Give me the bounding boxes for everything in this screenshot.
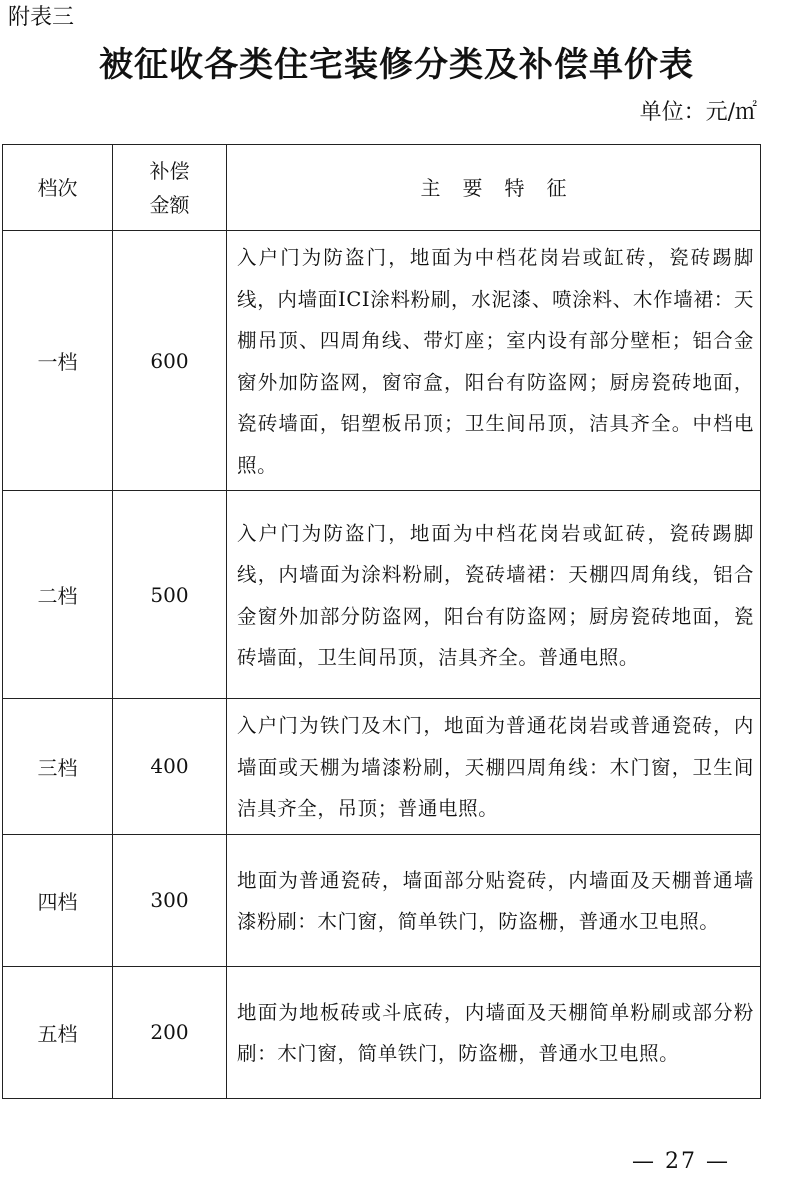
grade-cell: 二档 (3, 491, 113, 699)
document-title: 被征收各类住宅装修分类及补偿单价表 (99, 45, 694, 85)
header-amount-line1: 补偿 (149, 158, 190, 183)
table-row (3, 491, 761, 699)
amount-cell: 600 (113, 231, 227, 491)
annex-label: 附表三 (8, 5, 75, 30)
amount-cell: 200 (113, 966, 227, 1098)
header-amount (113, 145, 227, 231)
amount-cell: 400 (113, 699, 227, 835)
grade-cell: 四档 (3, 834, 113, 966)
compensation-table (2, 144, 761, 1099)
page-number: — 27 — (632, 1149, 730, 1174)
table-row (3, 231, 761, 491)
grade-cell: 五档 (3, 966, 113, 1098)
table-row (3, 966, 761, 1098)
unit-label: 单位：元/㎡ (639, 100, 757, 125)
amount-cell: 500 (113, 491, 227, 699)
features-cell: 地面为普通瓷砖，墙面部分贴瓷砖，内墙面及天棚普通墙漆粉刷：木门窗，简单铁门，防盗栅，普通水卫电照。 (227, 834, 761, 966)
features-cell: 入户门为防盗门，地面为中档花岗岩或缸砖，瓷砖踢脚线，内墙面ICI涂料粉刷，水泥漆、喷涂料、木作墙裙：天棚吊顶、四周角线、带灯座；室内设有部分壁柜；铝合金窗外加防盗网，窗帘盒，阳台有防盗网；厨房瓷砖地面，瓷砖墙面，铝塑板吊顶；卫生间吊顶，洁具齐全。中档电照。 (227, 231, 761, 491)
table-row (3, 699, 761, 835)
features-cell: 地面为地板砖或斗底砖，内墙面及天棚简单粉刷或部分粉刷：木门窗，简单铁门，防盗栅，普通水卫电照。 (227, 966, 761, 1098)
table-header-row (3, 145, 761, 231)
header-grade: 档次 (3, 145, 113, 231)
header-amount-line2: 金额 (149, 192, 190, 217)
features-cell: 入户门为铁门及木门，地面为普通花岗岩或普通瓷砖，内墙面或天棚为墙漆粉刷，天棚四周角线：木门窗，卫生间洁具齐全，吊顶；普通电照。 (227, 699, 761, 835)
table-row (3, 834, 761, 966)
amount-cell: 300 (113, 834, 227, 966)
features-cell: 入户门为防盗门，地面为中档花岗岩或缸砖，瓷砖踢脚线，内墙面为涂料粉刷，瓷砖墙裙：天棚四周角线，铝合金窗外加部分防盗网，阳台有防盗网；厨房瓷砖地面，瓷砖墙面，卫生间吊顶，洁具齐全。普通电照。 (227, 491, 761, 699)
grade-cell: 一档 (3, 231, 113, 491)
header-features: 主要特征 (227, 145, 761, 231)
grade-cell: 三档 (3, 699, 113, 835)
